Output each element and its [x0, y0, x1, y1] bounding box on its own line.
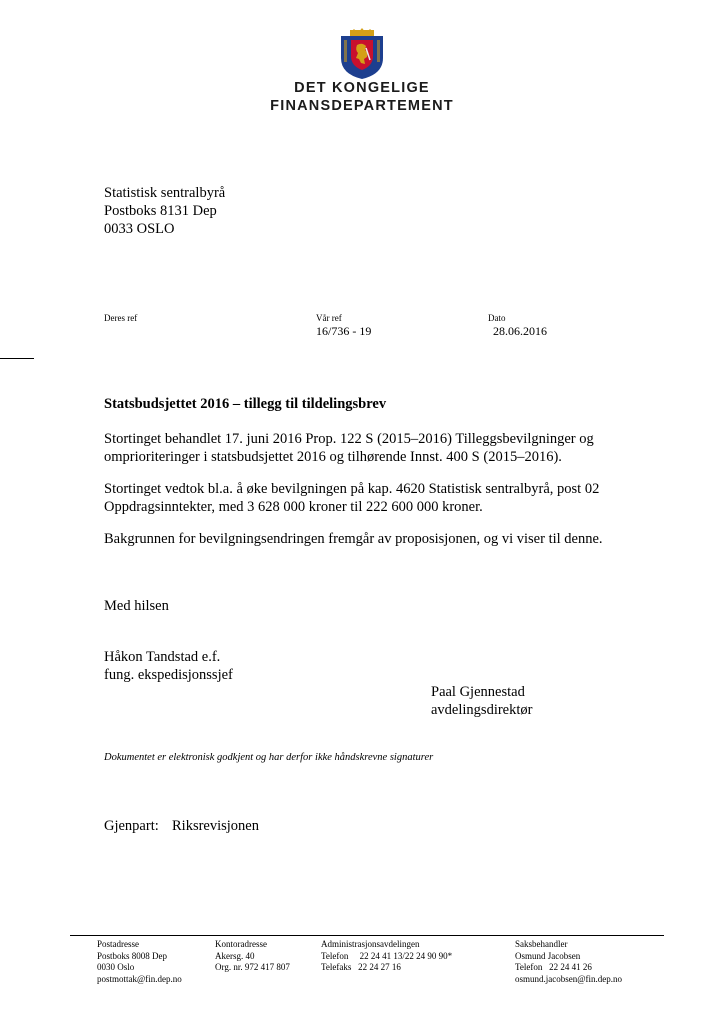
footer-avdeling-line: Telefaks 22 24 27 16 [321, 962, 401, 972]
footer-avdeling-line: Telefon 22 24 41 13/22 24 90 90* [321, 950, 453, 961]
footer-saksbehandler-phone: Telefon 22 24 41 26 [515, 962, 592, 972]
recipient-address [104, 184, 225, 238]
paragraph-1-line-1: Stortinget behandlet 17. juni 2016 Prop. 122 S (2015–2016) Tilleggsbevilgninger og [104, 431, 594, 447]
fold-mark [0, 358, 34, 359]
copy-recipient: Riksrevisjonen [172, 818, 259, 834]
var-ref-label: Vår ref [316, 313, 342, 323]
footer-avdeling-heading: Administrasjonsavdelingen [321, 939, 420, 949]
paragraph-2-line-2: Oppdragsinntekter, med 3 628 000 kroner til 222 600 000 kroner. [104, 499, 483, 515]
footer-saksbehandler-name: Osmund Jacobsen [515, 950, 581, 961]
paragraph-2-line-1: Stortinget vedtok bl.a. å øke bevilgningen på kap. 4620 Statistisk sentralbyrå, post 02 [104, 481, 600, 497]
copy-label: Gjenpart: [104, 818, 159, 834]
paragraph-2 [104, 480, 644, 516]
footer-kontoradresse-heading: Kontoradresse [215, 939, 267, 949]
footer-postadresse-line: 0030 Oslo [97, 962, 135, 972]
footer-postadresse-line: Postboks 8008 Dep [97, 950, 168, 961]
footer-postadresse [97, 939, 182, 985]
footer-divider [70, 935, 664, 936]
signer-2 [431, 683, 631, 719]
footer-kontoradresse-line: Org. nr. 972 417 807 [215, 962, 290, 972]
dato-value: 28.06.2016 [493, 324, 547, 338]
footer-saksbehandler-heading: Saksbehandler [515, 939, 568, 949]
recipient-postbox: Postboks 8131 Dep [104, 203, 217, 219]
paragraph-1 [104, 430, 644, 466]
norwegian-coat-of-arms-icon [338, 28, 386, 80]
footer-saksbehandler [515, 939, 622, 985]
closing-greeting: Med hilsen [104, 598, 169, 614]
signer-1-title: fung. ekspedisjonssjef [104, 667, 233, 683]
deres-ref-label: Deres ref [104, 313, 138, 323]
letter-subject: Statsbudsjettet 2016 – tillegg til tildelingsbrev [104, 396, 387, 412]
footer-postadresse-email: postmottak@fin.dep.no [97, 973, 182, 984]
paragraph-3: Bakgrunnen for bevilgningsendringen fremgår av proposisjonen, og vi viser til denne. [104, 531, 603, 547]
signer-2-title: avdelingsdirektør [431, 702, 533, 718]
footer-avdeling [321, 939, 452, 974]
footer-kontoradresse [215, 939, 290, 974]
footer-saksbehandler-email: osmund.jacobsen@fin.dep.no [515, 973, 623, 984]
recipient-city: 0033 OSLO [104, 221, 175, 237]
electronic-approval-notice: Dokumentet er elektronisk godkjent og har derfor ikke håndskrevne signaturer [104, 752, 434, 763]
dato-label: Dato [488, 313, 506, 323]
signer-2-name: Paal Gjennestad [431, 684, 525, 700]
signer-1-name: Håkon Tandstad e.f. [104, 649, 221, 665]
signer-1 [104, 648, 644, 684]
recipient-name: Statistisk sentralbyrå [104, 185, 226, 201]
footer-kontoradresse-line: Akersg. 40 [215, 950, 255, 961]
footer-postadresse-heading: Postadresse [97, 939, 139, 949]
letterhead-title-line2: FINANSDEPARTEMENT [270, 98, 454, 114]
var-ref-value: 16/736 - 19 [316, 324, 372, 338]
letterhead-title-line1: DET KONGELIGE [294, 80, 430, 96]
paragraph-1-line-2: omprioriteringer i statsbudsjettet 2016 og tilhørende Innst. 400 S (2015–2016). [104, 449, 562, 465]
